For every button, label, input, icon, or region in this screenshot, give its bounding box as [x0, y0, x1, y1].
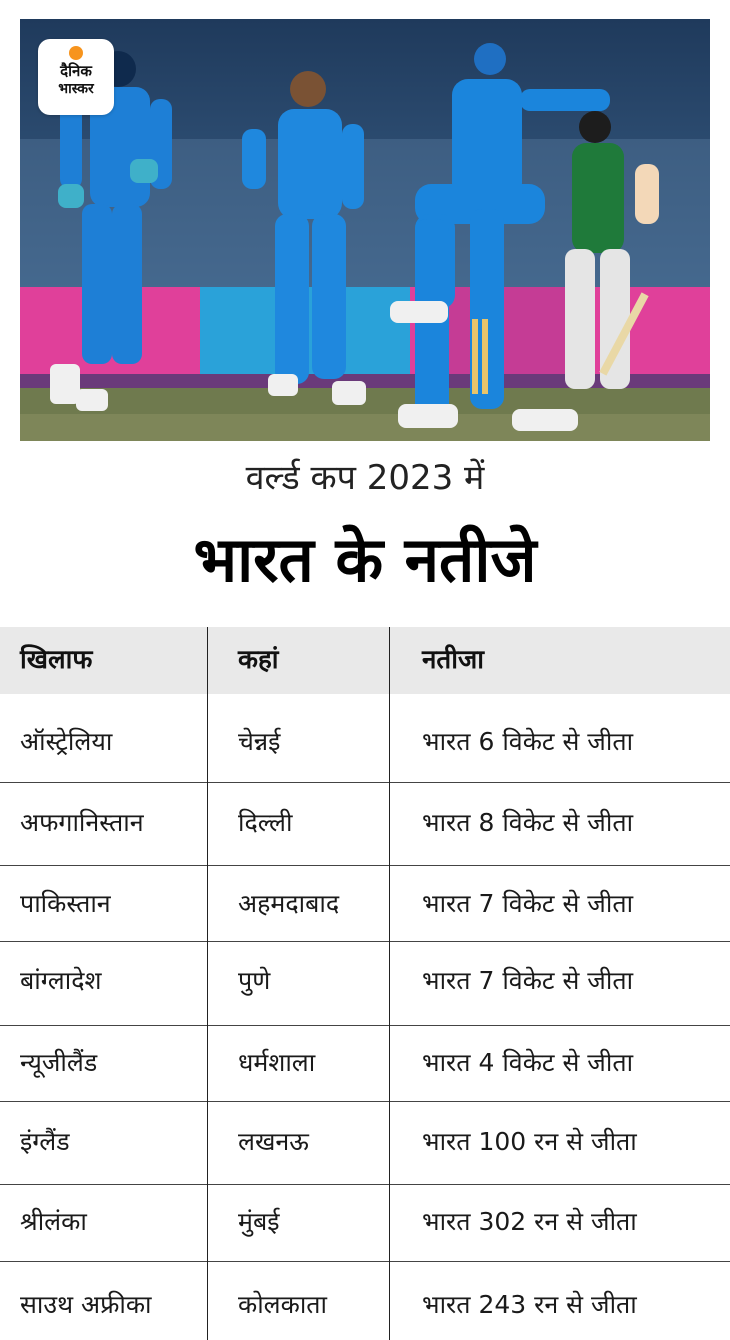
result-cell: भारत 7 विकेट से जीता: [422, 889, 634, 918]
subtitle: वर्ल्ड कप 2023 में: [245, 458, 485, 498]
venue-cell: चेन्नई: [238, 727, 281, 756]
result-cell: भारत 243 रन से जीता: [422, 1290, 637, 1319]
result-cell: भारत 4 विकेट से जीता: [422, 1048, 634, 1077]
opponent-cell: साउथ अफ्रीका: [20, 1290, 152, 1319]
venue-cell: कोलकाता: [238, 1290, 328, 1319]
table-row: [0, 866, 730, 942]
opponent-cell: बांग्लादेश: [20, 966, 102, 995]
results-table: [0, 627, 730, 1340]
result-cell: भारत 100 रन से जीता: [422, 1127, 637, 1156]
sun-icon: [69, 46, 83, 60]
venue-cell: अहमदाबाद: [238, 889, 340, 918]
table-header: [0, 627, 730, 694]
hero-photo: [20, 19, 710, 441]
column-header-result: नतीजा: [422, 645, 485, 675]
table-row: [0, 783, 730, 866]
logo-line-2: भास्कर: [58, 81, 94, 97]
venue-cell: लखनऊ: [238, 1127, 309, 1156]
table-row: [0, 694, 730, 783]
opponent-cell: ऑस्ट्रेलिया: [20, 727, 113, 756]
table-row: [0, 1026, 730, 1102]
column-divider: [389, 627, 390, 1340]
page-title: भारत के नतीजे: [193, 523, 537, 596]
table-row: [0, 942, 730, 1026]
result-cell: भारत 7 विकेट से जीता: [422, 966, 634, 995]
opponent-cell: इंग्लैंड: [20, 1127, 70, 1156]
table-row: [0, 1102, 730, 1185]
dainik-bhaskar-logo: [38, 39, 114, 115]
opponent-cell: पाकिस्तान: [20, 889, 111, 918]
cricket-celebration-image: [20, 19, 710, 441]
result-cell: भारत 6 विकेट से जीता: [422, 727, 634, 756]
logo-line-1: दैनिक: [60, 62, 92, 80]
column-header-venue: कहां: [238, 645, 279, 675]
opponent-cell: श्रीलंका: [20, 1207, 87, 1236]
column-divider: [207, 627, 208, 1340]
venue-cell: मुंबई: [238, 1207, 280, 1236]
column-header-opponent: खिलाफ: [20, 645, 93, 675]
venue-cell: दिल्ली: [238, 808, 293, 837]
venue-cell: धर्मशाला: [238, 1048, 316, 1077]
opponent-cell: न्यूजीलैंड: [20, 1048, 98, 1077]
table-row: [0, 1262, 730, 1340]
venue-cell: पुणे: [238, 966, 271, 995]
result-cell: भारत 302 रन से जीता: [422, 1207, 637, 1236]
table-row: [0, 1185, 730, 1262]
opponent-cell: अफगानिस्तान: [20, 808, 144, 837]
result-cell: भारत 8 विकेट से जीता: [422, 808, 634, 837]
